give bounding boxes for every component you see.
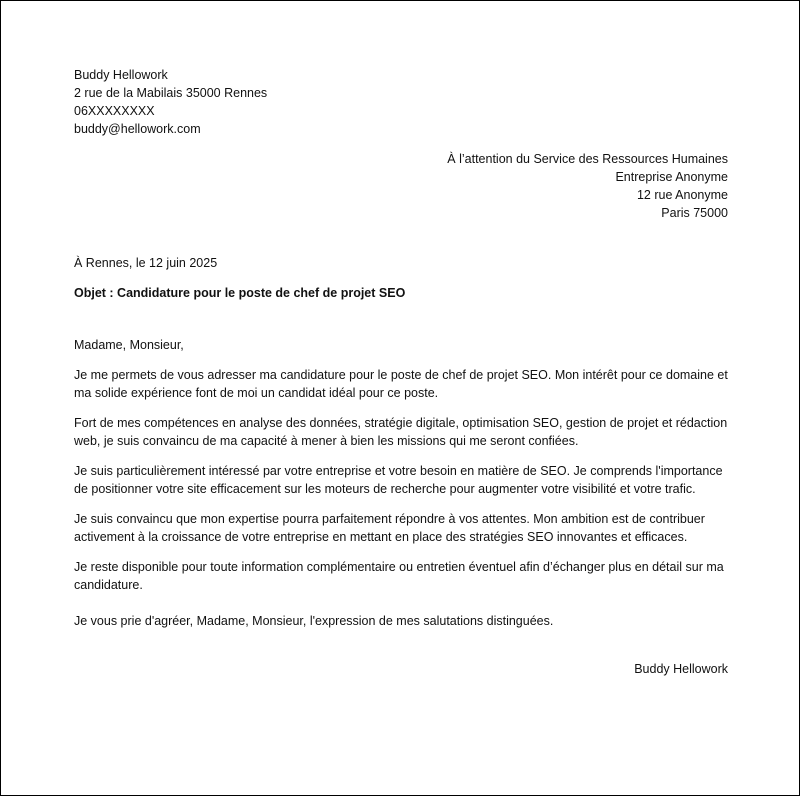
body-paragraph: Fort de mes compétences en analyse des données, stratégie digitale, optimisation SEO, gestion de projet et rédaction web, je suis convaincu de ma capacité à mener à bien les missions qui me seront confiées. bbox=[74, 416, 728, 448]
body-paragraph: Je reste disponible pour toute information complémentaire ou entretien éventuel afin d’échanger plus en détail sur ma candidature. bbox=[74, 560, 724, 592]
recipient-city: Paris 75000 bbox=[661, 206, 728, 220]
letter-content bbox=[74, 66, 728, 678]
body-paragraph: Je suis particulièrement intéressé par votre entreprise et votre besoin en matière de SEO. Je comprends l'importance de positionner votre site efficacement sur les moteurs de recherche pour augmenter votre visibilité et votre trafic. bbox=[74, 464, 723, 496]
sender-address: 2 rue de la Mabilais 35000 Rennes bbox=[74, 86, 268, 100]
sender-name: Buddy Hellowork bbox=[74, 68, 168, 82]
recipient-company: Entreprise Anonyme bbox=[615, 170, 728, 184]
date-line: À Rennes, le 12 juin 2025 bbox=[74, 256, 218, 270]
sender-phone: 06XXXXXXXX bbox=[74, 104, 155, 118]
salutation: Madame, Monsieur, bbox=[74, 338, 184, 352]
sender-email: buddy@hellowork.com bbox=[74, 122, 201, 136]
closing-formula: Je vous prie d'agréer, Madame, Monsieur, l'expression de mes salutations distinguées. bbox=[74, 614, 554, 628]
signature: Buddy Hellowork bbox=[634, 662, 728, 676]
sender-block bbox=[74, 66, 728, 138]
recipient-street: 12 rue Anonyme bbox=[636, 188, 728, 202]
subject-line: Objet : Candidature pour le poste de chef de projet SEO bbox=[74, 286, 406, 300]
body-paragraph: Je me permets de vous adresser ma candidature pour le poste de chef de projet SEO. Mon intérêt pour ce domaine et ma solide expérience font de moi un candidat idéal pour ce poste. bbox=[74, 368, 728, 400]
body-paragraph: Je suis convaincu que mon expertise pourra parfaitement répondre à vos attentes. Mon ambition est de contribuer activement à la croissance de votre entreprise en mettant en place des stratégies SEO innovantes et efficaces. bbox=[74, 512, 705, 544]
recipient-attention: À l’attention du Service des Ressources Humaines bbox=[447, 152, 728, 166]
recipient-block bbox=[74, 150, 728, 222]
